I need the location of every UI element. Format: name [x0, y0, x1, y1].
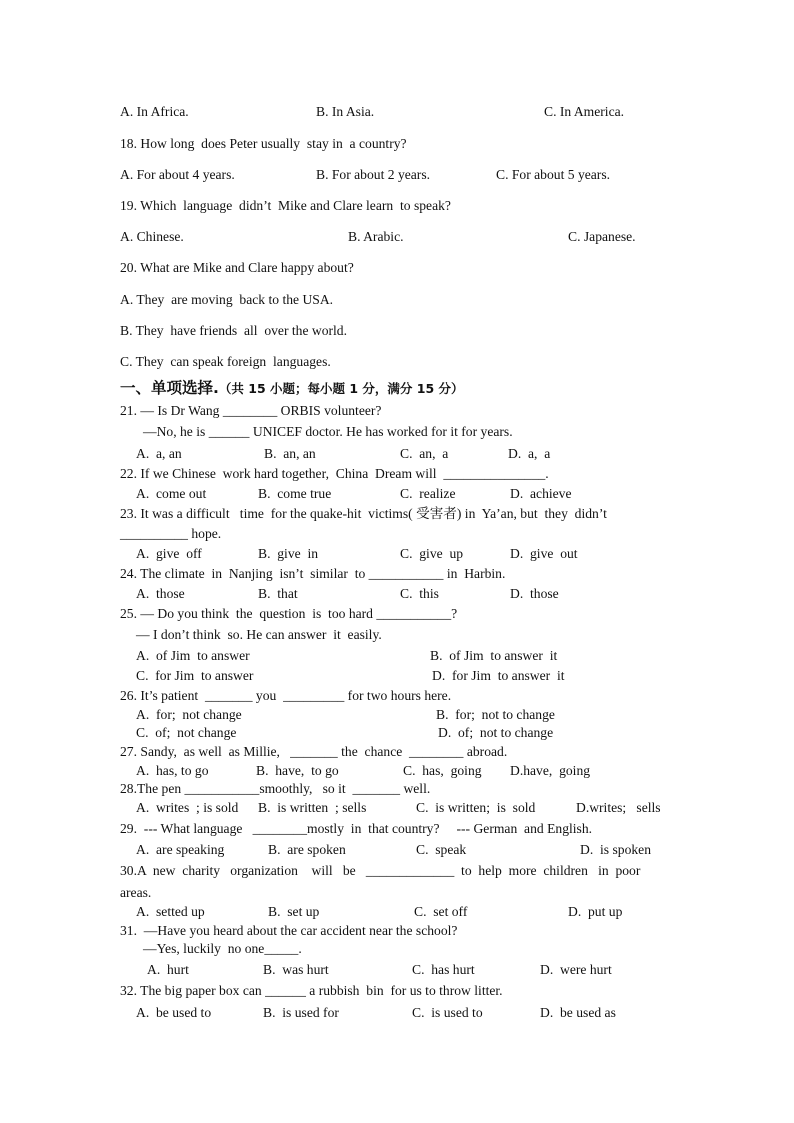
q32-option-a: A. be used to — [136, 1005, 212, 1020]
q25-option-b: B. of Jim to answer it — [430, 648, 558, 663]
q20-option-c: C. They can speak foreign languages. — [120, 354, 331, 369]
q27-option-c: C. has, going — [403, 763, 482, 778]
q20-stem: 20. What are Mike and Clare happy about? — [120, 260, 354, 275]
q17-option-c: C. In America. — [544, 104, 625, 119]
q23-option-a: A. give off — [136, 546, 202, 561]
q29-option-a: A. are speaking — [136, 842, 225, 857]
q31-option-a: A. hurt — [147, 962, 189, 977]
q22-option-d: D. achieve — [510, 486, 572, 501]
q28-stem: 28.The pen ___________smoothly, so it _______ well. — [120, 781, 431, 796]
q26-option-a: A. for; not change — [136, 707, 242, 722]
q20-option-b: B. They have friends all over the world. — [120, 323, 348, 338]
q21-option-c: C. an, a — [400, 446, 449, 461]
q21-option-d: D. a, a — [508, 446, 551, 461]
q30-option-b: B. set up — [268, 904, 320, 919]
q26-option-c: C. of; not change — [136, 725, 237, 740]
q32-option-d: D. be used as — [540, 1005, 616, 1020]
q23-option-c: C. give up — [400, 546, 464, 561]
q32-option-b: B. is used for — [263, 1005, 339, 1020]
q24-option-d: D. those — [510, 586, 559, 601]
q27-option-a: A. has, to go — [136, 763, 209, 778]
q23-line-2: __________ hope. — [120, 526, 222, 541]
q23-option-d: D. give out — [510, 546, 578, 561]
q28-option-b: B. is written ; sells — [258, 800, 367, 815]
q25-line-1: 25. — Do you think the question is too hard ___________? — [120, 606, 458, 621]
q27-option-b: B. have, to go — [256, 763, 339, 778]
q28-option-d: D.writes; sells — [576, 800, 661, 815]
q21-option-b: B. an, an — [264, 446, 316, 461]
q28-option-c: C. is written; is sold — [416, 800, 536, 815]
q17-option-b: B. In Asia. — [316, 104, 375, 119]
q21-line-2: —No, he is ______ UNICEF doctor. He has worked for it for years. — [143, 424, 513, 439]
q18-stem: 18. How long does Peter usually stay in a country? — [120, 136, 407, 151]
q30-line-1: 30.A new charity organization will be _____________ to help more children in poor — [120, 863, 641, 878]
q29-option-d: D. is spoken — [580, 842, 651, 857]
q26-option-b: B. for; not to change — [436, 707, 555, 722]
q32-option-c: C. is used to — [412, 1005, 483, 1020]
q19-option-a: A. Chinese. — [120, 229, 184, 244]
q19-option-c: C. Japanese. — [568, 229, 636, 244]
q30-line-2: areas. — [120, 885, 152, 900]
q24-stem: 24. The climate in Nanjing isn’t similar to ___________ in Harbin. — [120, 566, 506, 581]
q31-line-2: —Yes, luckily no one_____. — [143, 941, 302, 956]
q25-line-2: — I don’t think so. He can answer it easily. — [136, 627, 382, 642]
q17-option-a: A. In Africa. — [120, 104, 189, 119]
q25-option-c: C. for Jim to answer — [136, 668, 254, 683]
q22-option-b: B. come true — [258, 486, 332, 501]
q31-option-d: D. were hurt — [540, 962, 612, 977]
q24-option-a: A. those — [136, 586, 185, 601]
q30-option-a: A. setted up — [136, 904, 205, 919]
q24-option-c: C. this — [400, 586, 439, 601]
q18-option-c: C. For about 5 years. — [496, 167, 611, 182]
q29-option-c: C. speak — [416, 842, 467, 857]
section-title: 一、单项选择. — [120, 379, 219, 397]
q19-stem: 19. Which language didn’t Mike and Clare learn to speak? — [120, 198, 451, 213]
q26-stem: 26. It’s patient _______ you _________ for two hours here. — [120, 688, 452, 703]
q31-line-1: 31. —Have you heard about the car accident near the school? — [120, 923, 458, 938]
q32-stem: 32. The big paper box can ______ a rubbish bin for us to throw litter. — [120, 983, 503, 998]
section-note: （共 15 小题；每小题 1 分，满分 15 分） — [218, 381, 464, 396]
q21-line-1: 21. — Is Dr Wang ________ ORBIS volunteer? — [120, 403, 382, 418]
q29-stem: 29. --- What language ________mostly in that country? --- German and English. — [120, 821, 593, 836]
q21-option-a: A. a, an — [136, 446, 182, 461]
q24-option-b: B. that — [258, 586, 298, 601]
q26-option-d: D. of; not to change — [438, 725, 554, 740]
q25-option-a: A. of Jim to answer — [136, 648, 250, 663]
q27-stem: 27. Sandy, as well as Millie, _______ the chance ________ abroad. — [120, 744, 508, 759]
q27-option-d: D.have, going — [510, 763, 591, 778]
q20-option-a: A. They are moving back to the USA. — [120, 292, 334, 307]
q18-option-a: A. For about 4 years. — [120, 167, 235, 182]
q28-option-a: A. writes ; is sold — [136, 800, 239, 815]
q23-option-b: B. give in — [258, 546, 319, 561]
q22-stem: 22. If we Chinese work hard together, China Dream will _______________. — [120, 466, 549, 481]
q29-option-b: B. are spoken — [268, 842, 346, 857]
q22-option-c: C. realize — [400, 486, 456, 501]
section-heading — [120, 378, 464, 399]
q19-option-b: B. Arabic. — [348, 229, 404, 244]
q23-line-1: 23. It was a difficult time for the quake-hit victims( 受害者) in Ya’an, but they didn’t — [120, 506, 607, 521]
q30-option-d: D. put up — [568, 904, 623, 919]
q22-option-a: A. come out — [136, 486, 207, 501]
q25-option-d: D. for Jim to answer it — [432, 668, 565, 683]
q30-option-c: C. set off — [414, 904, 468, 919]
q18-option-b: B. For about 2 years. — [316, 167, 431, 182]
q31-option-c: C. has hurt — [412, 962, 475, 977]
q31-option-b: B. was hurt — [263, 962, 329, 977]
